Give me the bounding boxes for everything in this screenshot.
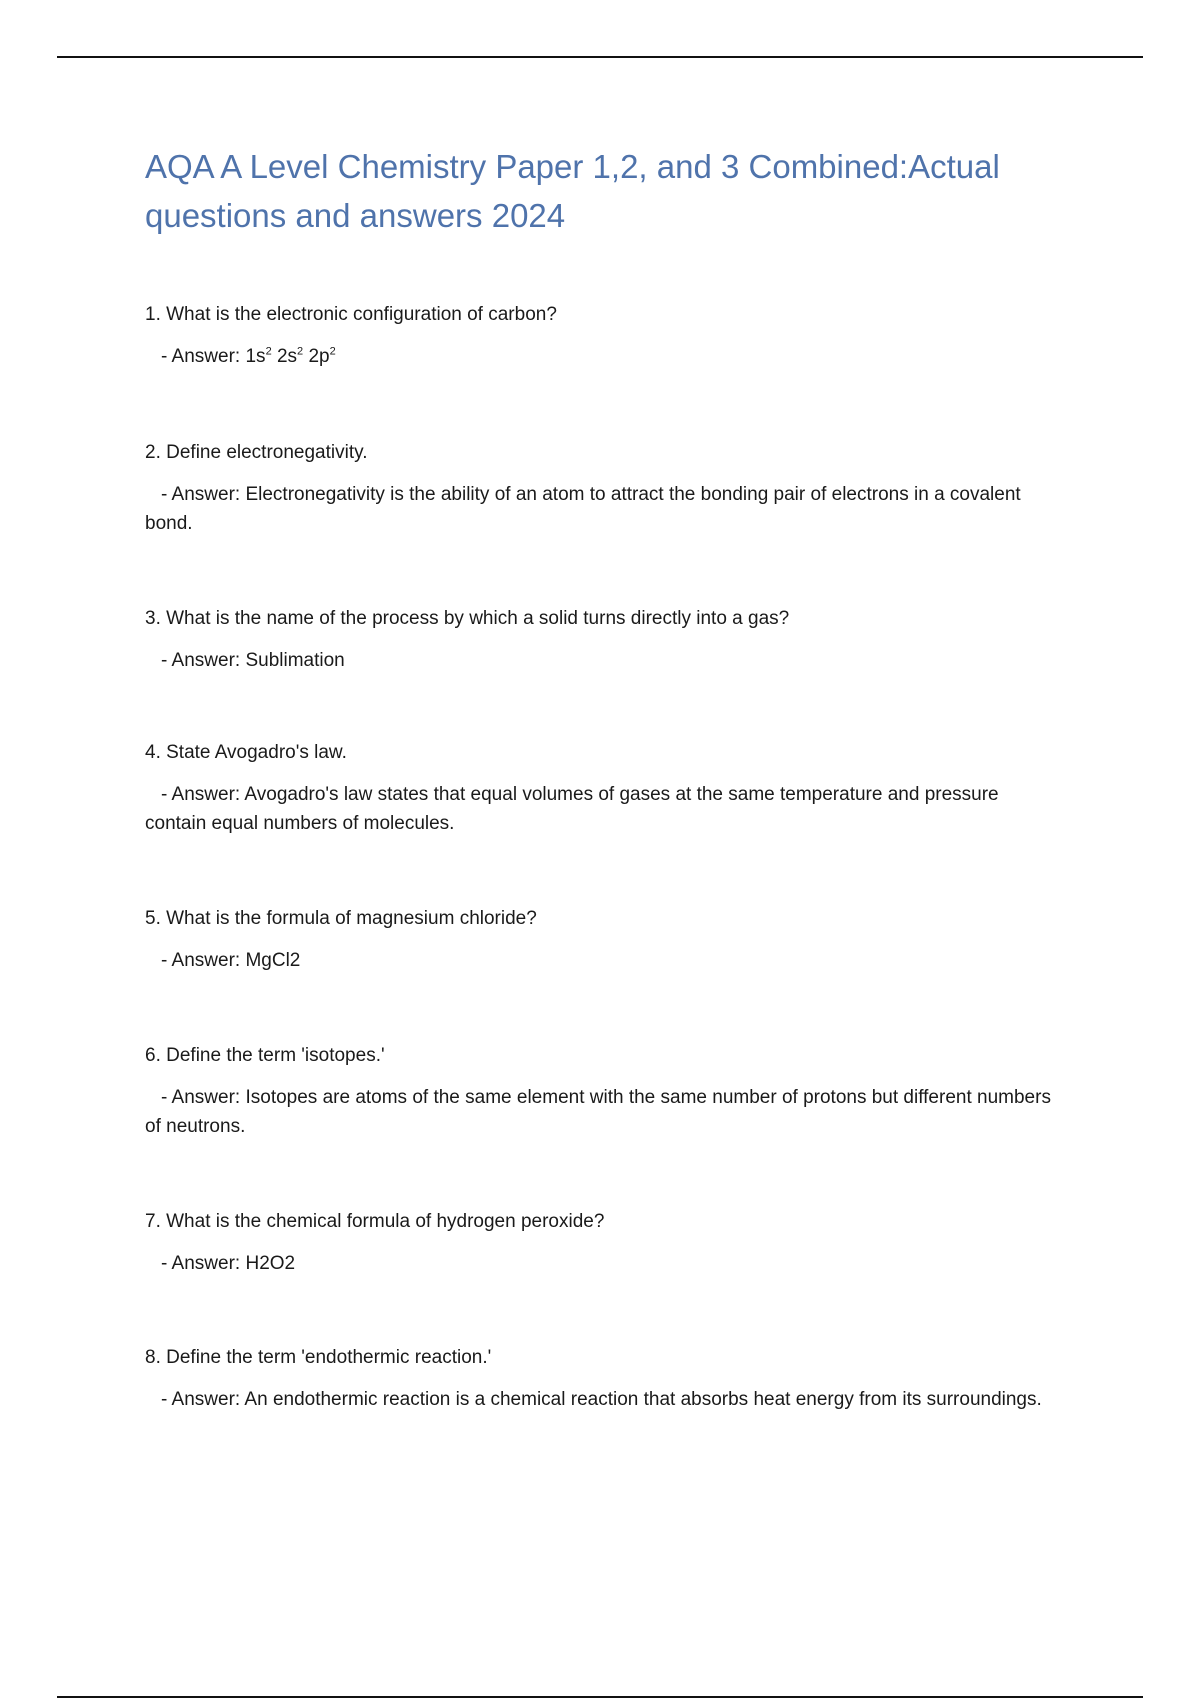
answer-1-prefix: - Answer:: [161, 346, 246, 367]
bottom-rule: [57, 1696, 1143, 1698]
qa-item-2: [145, 440, 1065, 538]
answer-1: [145, 342, 1065, 371]
qa-item-5: [145, 906, 1065, 975]
qa-item-3: [145, 606, 1065, 675]
answer-8: - Answer: An endothermic reaction is a chemical reaction that absorbs heat energy from its surroundings.: [161, 1389, 1042, 1410]
answer-3: - Answer: Sublimation: [161, 650, 345, 671]
qa-item-4: [145, 740, 1065, 838]
question-1: 1. What is the electronic configuration of carbon?: [145, 304, 557, 325]
question-2: 2. Define electronegativity.: [145, 442, 368, 463]
question-5: 5. What is the formula of magnesium chloride?: [145, 908, 537, 929]
answer-2: - Answer: Electronegativity is the ability of an atom to attract the bonding pair of electrons in a covalent bond.: [145, 484, 1021, 534]
config-term-3: $2p^2$: [308, 345, 336, 367]
config-term-2: $2s^2$: [276, 345, 304, 367]
answer-7: - Answer: H2O2: [161, 1253, 296, 1274]
qa-item-1: [145, 302, 1065, 371]
answer-5: - Answer: MgCl2: [161, 950, 301, 971]
question-7: 7. What is the chemical formula of hydrogen peroxide?: [145, 1211, 605, 1232]
answer-6: - Answer: Isotopes are atoms of the same element with the same number of protons but different numbers of neutrons.: [145, 1087, 1051, 1137]
question-8: 8. Define the term 'endothermic reaction.': [145, 1347, 492, 1368]
top-rule: [57, 56, 1143, 58]
qa-item-8: [145, 1345, 1065, 1414]
qa-item-7: [145, 1209, 1065, 1278]
question-4: 4. State Avogadro's law.: [145, 742, 347, 763]
document-title: AQA A Level Chemistry Paper 1,2, and 3 Combined:Actual questions and answers 2024: [145, 148, 1000, 234]
answer-4: - Answer: Avogadro's law states that equal volumes of gases at the same temperature and pressure contain equal numbers of molecules.: [145, 784, 999, 834]
question-3: 3. What is the name of the process by which a solid turns directly into a gas?: [145, 608, 790, 629]
question-6: 6. Define the term 'isotopes.': [145, 1045, 385, 1066]
config-term-1: $1s^2$: [245, 345, 272, 367]
qa-item-6: [145, 1043, 1065, 1141]
